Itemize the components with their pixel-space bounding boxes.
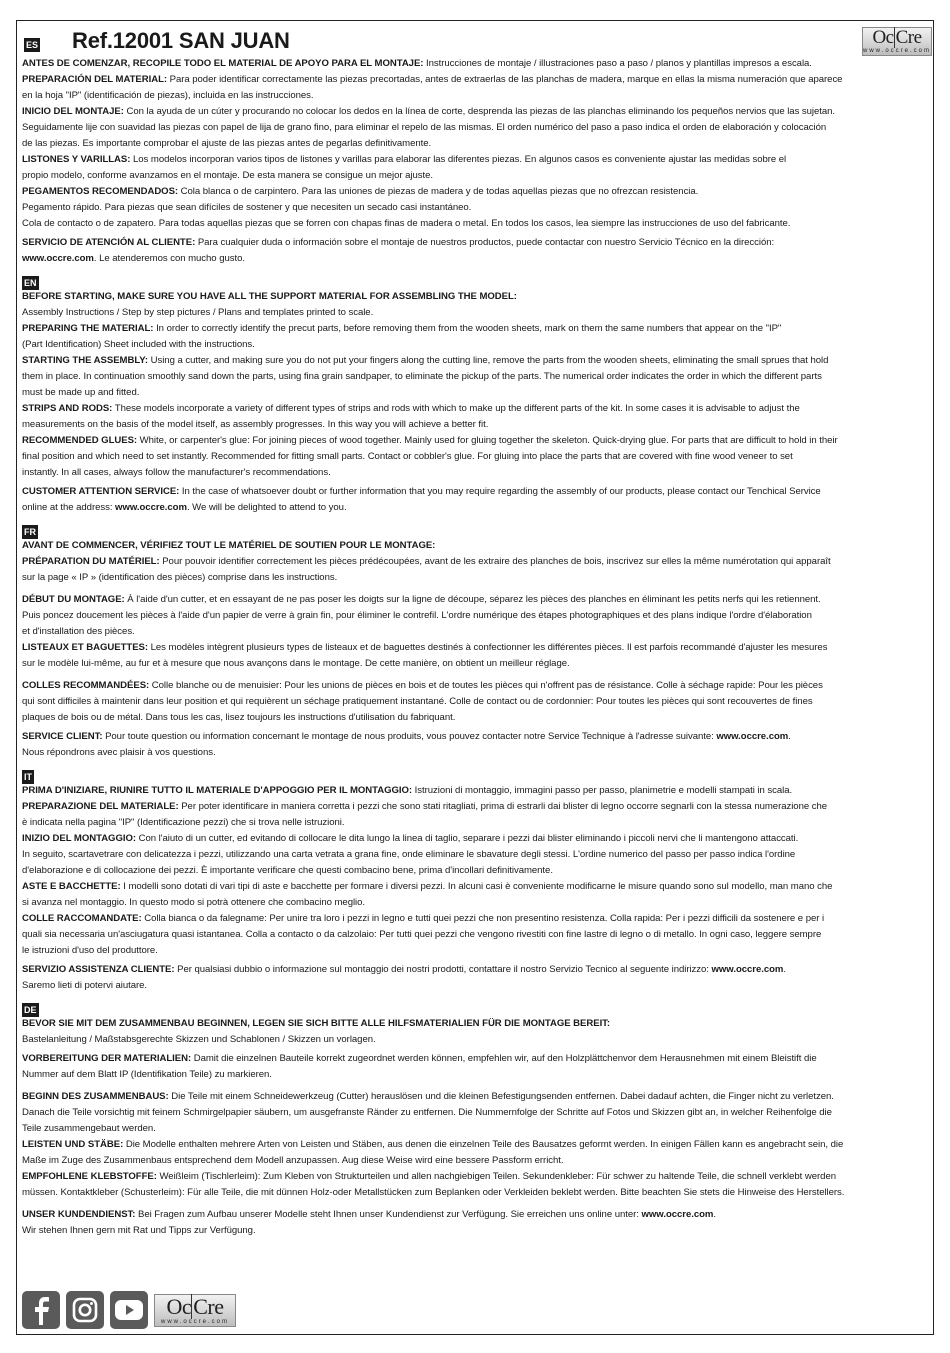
- text-line: [22, 927, 932, 943]
- language-tag-it: IT: [24, 772, 32, 782]
- bold-heading: PRIMA D'INIZIARE, RIUNIRE TUTTO IL MATERIALE D'APPOGGIO PER IL MONTAGGIO:: [22, 785, 413, 796]
- bold-heading: COLLES RECOMMANDÉES:: [22, 680, 150, 691]
- text-run: qui sont difficiles à maintenir dans leur position et qui requièrent un séchage pratiquement instantané. Colle de contact ou de cordonnier: Pour toutes les pièces qui sont recouvertes de fines: [22, 696, 813, 707]
- text-line: [22, 729, 932, 745]
- text-run: Weißleim (Tischlerleim): Zum Kleben von Strukturteilen und allen nachgiebigen Teilen. Sekundenkleber: Für schwer zu haltende Teile, die schnell verklebt werden: [156, 1171, 837, 1182]
- text-line: [22, 1121, 932, 1137]
- text-line: [22, 656, 932, 672]
- text-run: le istruzioni d'uso del produttore.: [22, 945, 158, 956]
- text-line: [22, 911, 932, 927]
- text-run: Nummer auf dem Blatt IP (Identifikation Teile) zu markieren.: [22, 1069, 272, 1080]
- youtube-icon[interactable]: [110, 1291, 148, 1329]
- bold-heading: SERVIZIO ASSISTENZA CLIENTE:: [22, 964, 175, 975]
- text-line: [22, 783, 932, 799]
- text-line: [22, 500, 932, 516]
- text-line: [22, 289, 932, 305]
- text-run: measurements on the basis of the model itself, as assembly progresses. In this way you will achieve a better fit.: [22, 419, 489, 430]
- bold-heading: BEVOR SIE MIT DEM ZUSAMMENBAU BEGINNEN, LEGEN SIE SICH BITTE ALLE HILFSMATERIALIEN FÜR DIE MONTAGE BEREIT:: [22, 1018, 611, 1029]
- text-run: Per poter identificare in maniera corretta i pezzi che sono stati ritagliati, prima di estrarli dai blister di legno occorre segnarli con la stessa numerazione che: [178, 801, 828, 812]
- section-header-it: [22, 767, 934, 781]
- text-run: Nous répondrons avec plaisir à vos questions.: [22, 747, 216, 758]
- text-line: [22, 799, 932, 815]
- bold-heading: PREPARAZIONE DEL MATERIALE:: [22, 801, 179, 812]
- text-run: Istruzioni di montaggio, immagini passo per passo, planimetrie e modelli stampati in scala.: [412, 785, 793, 796]
- text-run: è indicata nella pagina "IP" (Identificazione pezzi) che si trova nelle istruzioni.: [22, 817, 345, 828]
- text-line: [22, 321, 932, 337]
- text-line: [22, 1032, 932, 1048]
- bold-heading: DÉBUT DU MONTAGE:: [22, 594, 125, 605]
- text-run: d'elaborazione e di collocazione dei pezzi. È importante verificare che questi combacino bene, prima d'incollari definitivamente.: [22, 865, 553, 876]
- text-run: Bastelanleitung / Maßstabsgerechte Skizzen und Schablonen / Skizzen un vorlagen.: [22, 1034, 376, 1045]
- bold-heading: STRIPS AND RODS:: [22, 403, 113, 414]
- text-line: [22, 943, 932, 959]
- section-de: [22, 1016, 934, 1239]
- bold-heading: PREPARING THE MATERIAL:: [22, 323, 154, 334]
- text-run: Damit die einzelnen Bauteile korrekt zugeordnet werden können, empfehlen wir, auf den Holzplättchenvor dem Herausnehmen mit einem Bleistift die: [191, 1053, 817, 1064]
- document-body: [22, 26, 934, 1239]
- text-run: Saremo lieti di potervi aiutare.: [22, 980, 148, 991]
- text-run: In the case of whatsoever doubt or further information that you may require regarding the assembly of our products, please contact our Tenchical Service: [179, 486, 821, 497]
- text-run: Bei Fragen zum Aufbau unserer Modelle steht Ihnen unser Kundendienst zur Verfügung. Sie erreichen uns online unter:: [135, 1209, 642, 1220]
- text-run: Les modèles intègrent plusieurs types de listeaux et de baguettes destinés à confectionner les différentes pièces. Il est parfois recommandé d'ajuster les mesures: [148, 642, 828, 653]
- bold-heading: SERVICIO DE ATENCIÓN AL CLIENTE:: [22, 237, 196, 248]
- text-line: [22, 624, 932, 640]
- text-run: Assembly Instructions / Step by step pictures / Plans and templates printed to scale.: [22, 307, 374, 318]
- text-run: . We will be delighted to attend to you.: [186, 502, 347, 513]
- text-line: [22, 1051, 932, 1067]
- text-line: [22, 640, 932, 656]
- bold-heading: EMPFOHLENE KLEBSTOFFE:: [22, 1171, 157, 1182]
- text-line: [22, 815, 932, 831]
- text-run: Die Modelle enthalten mehrere Arten von Leisten und Stäben, aus denen die einzelnen Teile des Bausatzes geformt werden. In einigen Fällen kann es angebracht sein, die: [123, 1139, 844, 1150]
- text-line: [22, 1089, 932, 1105]
- footer-logo-part1: Oc: [166, 1294, 192, 1319]
- text-run: Con l'aiuto di un cutter, ed evitando di collocare le dita lungo la linea di taglio, separare i pezzi dai blister eliminando i piccoli nervi che li mantengono attaccati.: [135, 833, 799, 844]
- text-line: [22, 104, 932, 120]
- text-run: final position and which need to set instantly. Recommended for fitting small parts. Contact or cobbler's glue. For gluing into place the parts that are covered with fine wood veneer to set: [22, 451, 793, 462]
- occre-logo: [862, 27, 932, 56]
- text-run: online at the address:: [22, 502, 116, 513]
- text-line: [22, 831, 932, 847]
- bold-heading: SERVICE CLIENT:: [22, 731, 103, 742]
- language-tag-fr: FR: [24, 527, 36, 537]
- text-run: plaques de bois ou de métal. Dans tous les cas, lisez toujours les instructions d'utilisation du fabriquant.: [22, 712, 456, 723]
- text-run: .: [713, 1209, 717, 1220]
- website-link[interactable]: www.occre.com: [22, 253, 94, 264]
- document-title: Ref.12001 SAN JUAN: [72, 28, 290, 53]
- website-link[interactable]: www.occre.com: [716, 731, 789, 742]
- text-line: [22, 56, 932, 72]
- text-line: [22, 570, 932, 586]
- text-run: Instrucciones de montaje / illustraciones paso a paso / planos y plantillas impresos a escala.: [423, 58, 812, 69]
- bold-heading: INICIO DEL MONTAJE:: [22, 106, 124, 117]
- text-run: À l'aide d'un cutter, et en essayant de ne pas poser les doigts sur la ligne de découpe, séparez les pièces des planches en éliminant les petits nerfs qui les retiennent.: [124, 594, 821, 605]
- text-line: [22, 554, 932, 570]
- language-sections: [22, 56, 934, 1239]
- bold-heading: PEGAMENTOS RECOMENDADOS:: [22, 186, 179, 197]
- text-run: Con la ayuda de un cúter y procurando no colocar los dedos en la línea de corte, desprenda las piezas de las planchas eliminando los pequeños nervios que las sujetan.: [123, 106, 836, 117]
- text-run: Los modelos incorporan varios tipos de listones y varillas para elaborar las diferentes piezas. En algunos casos es conveniente ajustar las medidas sobre el: [130, 154, 787, 165]
- text-line: [22, 72, 932, 88]
- text-line: [22, 449, 932, 465]
- text-line: [22, 1185, 932, 1201]
- text-line: [22, 710, 932, 726]
- text-line: [22, 1207, 932, 1223]
- text-run: Wir stehen Ihnen gern mit Rat und Tipps zur Verfügung.: [22, 1225, 256, 1236]
- text-line: [22, 120, 932, 136]
- section-en: [22, 289, 934, 516]
- bold-heading: UNSER KUNDENDIENST:: [22, 1209, 136, 1220]
- text-line: [22, 184, 932, 200]
- text-run: .: [788, 731, 791, 742]
- text-line: [22, 385, 932, 401]
- text-run: These models incorporate a variety of different types of strips and rods with which to make up the different parts of the kit. In some cases it is advisable to adjust the: [112, 403, 800, 414]
- text-run: Para cualquier duda o información sobre el montaje de nuestros productos, puede contactar con nuestro Servicio Técnico en la dirección:: [195, 237, 775, 248]
- text-run: müssen. Kontaktkleber (Schusterleim): Für alle Teile, die mit dünnen Holz-oder Metallstücken zum Beplanken oder Verkleiden beklebt werden. Bitte beachten Sie stets die Hinweise des Herstellers.: [22, 1187, 845, 1198]
- text-run: sur le modèle lui-même, au fur et à mesure que nous avançons dans le montage. De cette manière, on obtient un meilleur réglage.: [22, 658, 570, 669]
- logo-brand-part2: Cre: [895, 27, 922, 48]
- text-line: [22, 1169, 932, 1185]
- footer: [22, 1291, 322, 1329]
- instagram-icon[interactable]: [66, 1291, 104, 1329]
- text-run: In order to correctly identify the precut parts, before removing them from the wooden sheets, mark on them the same numbers that appear on the "IP": [153, 323, 782, 334]
- text-run: Danach die Teile vorsichtig mit feinem Schmirgelpapier säubern, um ausgefranste Ränder zu entfernen. Die Nummernfolge der Schritte auf Fotos und Skizzen gibt an, in welcher Reihenfolge die: [22, 1107, 832, 1118]
- text-run: must be made up and fitted.: [22, 387, 140, 398]
- document-header: [22, 26, 934, 56]
- bold-heading: ASTE E BACCHETTE:: [22, 881, 121, 892]
- section-es: [22, 56, 934, 267]
- text-run: de las piezas. Es importante comprobar el ajuste de las piezas antes de pegarlas definitivamente.: [22, 138, 432, 149]
- footer-occre-logo: [154, 1294, 236, 1327]
- text-run: Colla bianca o da falegname: Per unire tra loro i pezzi in legno e tutti quei pezzi che non presentino resistenza. Colla rapida: Per i pezzi difficili da sostenere e per i: [141, 913, 825, 924]
- bold-heading: VORBEREITUNG DER MATERIALIEN:: [22, 1053, 192, 1064]
- bold-heading: AVANT DE COMMENCER, VÉRIFIEZ TOUT LE MATÉRIEL DE SOUTIEN POUR LE MONTAGE:: [22, 540, 436, 551]
- text-run: Pour toute question ou information concernant le montage de nous produits, vous pouvez contacter notre Service Technique à l'adresse suivante:: [102, 731, 717, 742]
- text-line: [22, 863, 932, 879]
- section-header-fr: [22, 522, 934, 536]
- text-run: Per qualsiasi dubbio o informazione sul montaggio dei nostri prodotti, contattare il nostro Servizio Tecnico al seguente indirizzo:: [174, 964, 712, 975]
- text-run: Puis poncez doucement les pièces à l'aide d'un papier de verre à grain fin, pour éliminer le contrefil. L'ordre numérique des étapes photographiques et des plans indique l'ordre d'élaboration: [22, 610, 812, 621]
- text-run: si avanza nel montaggio. In questo modo si potrà ottenere che combacino meglio.: [22, 897, 366, 908]
- text-line: [22, 592, 932, 608]
- text-line: [22, 538, 932, 554]
- text-line: [22, 251, 932, 267]
- text-line: [22, 305, 932, 321]
- text-run: (Part Identification) Sheet included with the instructions.: [22, 339, 255, 350]
- text-run: .: [783, 964, 787, 975]
- text-line: [22, 678, 932, 694]
- bold-heading: PREPARACIÓN DEL MATERIAL:: [22, 74, 168, 85]
- text-run: them in place. In continuation smoothly sand down the parts, using fina grain sandpaper, to eliminate the pickup of the parts. The numerical order indicates the order in which the different parts: [22, 371, 822, 382]
- website-link[interactable]: www.occre.com: [711, 964, 784, 975]
- logo-web: www.occre.com: [863, 48, 932, 54]
- text-run: quali sia necessaria un'asciugatura quasi istantanea. Colla a contacto o da calzolaio: Per tutti quei pezzi che vengono rivestiti con fine lastre di legno o di metallo. In ogni caso, leggere sempre: [22, 929, 822, 940]
- text-run: Using a cutter, and making sure you do not put your fingers along the cutting line, remove the parts from the wooden sheets, eliminating the small sprues that hold: [148, 355, 829, 366]
- text-line: [22, 608, 932, 624]
- text-run: Seguidamente lije con suavidad las piezas con papel de lija de grano fino, para eliminar el repelo de las mismas. El orden numérico del paso a paso indica el orden de elaboración y colocación: [22, 122, 827, 133]
- text-run: Cola de contacto o de zapatero. Para todas aquellas piezas que se forren con chapas finas de madera o metal. En todos los casos, lea siempre las instrucciones de uso del fabricante.: [22, 218, 791, 229]
- text-run: White, or carpenter's glue: For joining pieces of wood together. Mainly used for gluing together the skeleton. Quick-drying glue. For parts that are difficult to hold in their: [137, 435, 838, 446]
- footer-logo-part2: Cre: [193, 1294, 224, 1319]
- text-line: [22, 200, 932, 216]
- bold-heading: LEISTEN UND STÄBE:: [22, 1139, 124, 1150]
- text-run: Die Teile mit einem Schneidewerkzeug (Cutter) herauslösen und die kleinen Befestigungsenden entfernen. Dabei dadauf achten, die Finger nicht zu verletzen.: [168, 1091, 834, 1102]
- text-run: en la hoja "IP" (identificación de piezas), incluida en las instrucciones.: [22, 90, 314, 101]
- language-tag-en: EN: [24, 278, 37, 288]
- bold-heading: RECOMMENDED GLUES:: [22, 435, 138, 446]
- text-line: [22, 433, 932, 449]
- bold-heading: PRÉPARATION DU MATÉRIEL:: [22, 556, 160, 567]
- text-run: Para poder identificar correctamente las piezas precortadas, antes de extraerlas de las planchas de madera, marque en ellas la misma numeración que aparece: [167, 74, 843, 85]
- text-run: Teile zusammengebaut werden.: [22, 1123, 156, 1134]
- language-tag-es: ES: [26, 40, 39, 50]
- text-line: [22, 1105, 932, 1121]
- text-line: [22, 465, 932, 481]
- text-line: [22, 1016, 932, 1032]
- text-run: In seguito, scartavetrare con delicatezza i pezzi, utilizzando una carta vetrata a grana fine, onde eliminare le sbavature degli stessi. L'ordine numerico del passo per passo indica l'ordine: [22, 849, 796, 860]
- text-run: Colle blanche ou de menuisier: Pour les unions de pièces en bois et de toutes les pièces qui n'offrent pas de résistance. Colle à séchage rapide: Pour les pièces: [149, 680, 823, 691]
- text-run: et d'installation des pièces.: [22, 626, 135, 637]
- text-line: [22, 152, 932, 168]
- text-line: [22, 136, 932, 152]
- text-run: I modelli sono dotati di vari tipi di aste e bacchette per formare i diversi pezzi. In alcuni casi è conveniente modificarne le misure quando sono sul modello, man mano che: [120, 881, 833, 892]
- text-line: [22, 235, 932, 251]
- text-run: Pegamento rápido. Para piezas que sean difíciles de sostener y que necesiten un secado casi instantáneo.: [22, 202, 472, 213]
- text-line: [22, 895, 932, 911]
- text-run: . Le atenderemos con mucho gusto.: [93, 253, 245, 264]
- bold-heading: BEGINN DES ZUSAMMENBAUS:: [22, 1091, 169, 1102]
- bold-heading: LISTEAUX ET BAGUETTES:: [22, 642, 149, 653]
- bold-heading: LISTONES Y VARILLAS:: [22, 154, 131, 165]
- bold-heading: BEFORE STARTING, MAKE SURE YOU HAVE ALL THE SUPPORT MATERIAL FOR ASSEMBLING THE MODEL:: [22, 291, 517, 302]
- text-line: [22, 168, 932, 184]
- bold-heading: ANTES DE COMENZAR, RECOPILE TODO EL MATERIAL DE APOYO PARA EL MONTAJE:: [22, 58, 424, 69]
- text-run: Cola blanca o de carpintero. Para las uniones de piezas de madera y de todas aquellas piezas que no ofrezcan resistencia.: [178, 186, 699, 197]
- footer-logo-web: www.occre.com: [160, 1319, 229, 1325]
- bold-heading: INIZIO DEL MONTAGGIO:: [22, 833, 136, 844]
- text-line: [22, 88, 932, 104]
- text-line: [22, 1137, 932, 1153]
- text-line: [22, 353, 932, 369]
- section-fr: [22, 538, 934, 761]
- text-line: [22, 337, 932, 353]
- language-tag-de: DE: [24, 1005, 37, 1015]
- text-line: [22, 847, 932, 863]
- section-it: [22, 783, 934, 994]
- text-line: [22, 1223, 932, 1239]
- text-run: Pour pouvoir identifier correctement les pièces prédécoupées, avant de les extraire des planches de bois, inscrivez sur elles la même numérotation qui apparaît: [159, 556, 831, 567]
- text-line: [22, 401, 932, 417]
- text-line: [22, 369, 932, 385]
- text-run: Maße im Zuge des Zusammenbaus entsprechend dem Modell anzupassen. Aug diese Weise wird eine bessere Passform erricht.: [22, 1155, 564, 1166]
- text-line: [22, 216, 932, 232]
- text-line: [22, 745, 932, 761]
- text-line: [22, 484, 932, 500]
- section-header-de: [22, 1000, 934, 1014]
- bold-heading: STARTING THE ASSEMBLY:: [22, 355, 149, 366]
- website-link[interactable]: www.occre.com: [641, 1209, 714, 1220]
- text-run: propio modelo, conforme avanzamos en el montaje. De esta manera se consigue un mejor ajuste.: [22, 170, 434, 181]
- text-line: [22, 694, 932, 710]
- section-header-en: [22, 273, 934, 287]
- website-link[interactable]: www.occre.com: [115, 502, 187, 513]
- text-line: [22, 978, 932, 994]
- text-line: [22, 417, 932, 433]
- text-line: [22, 879, 932, 895]
- text-run: sur la page « IP » (identification des pièces) comprise dans les instructions.: [22, 572, 338, 583]
- facebook-icon[interactable]: [22, 1291, 60, 1329]
- bold-heading: COLLE RACCOMANDATE:: [22, 913, 142, 924]
- text-line: [22, 1067, 932, 1083]
- text-line: [22, 962, 932, 978]
- logo-brand-part1: Oc: [872, 27, 894, 48]
- text-run: instantly. In all cases, always follow the manufacturer's recommendations.: [22, 467, 331, 478]
- bold-heading: CUSTOMER ATTENTION SERVICE:: [22, 486, 180, 497]
- text-line: [22, 1153, 932, 1169]
